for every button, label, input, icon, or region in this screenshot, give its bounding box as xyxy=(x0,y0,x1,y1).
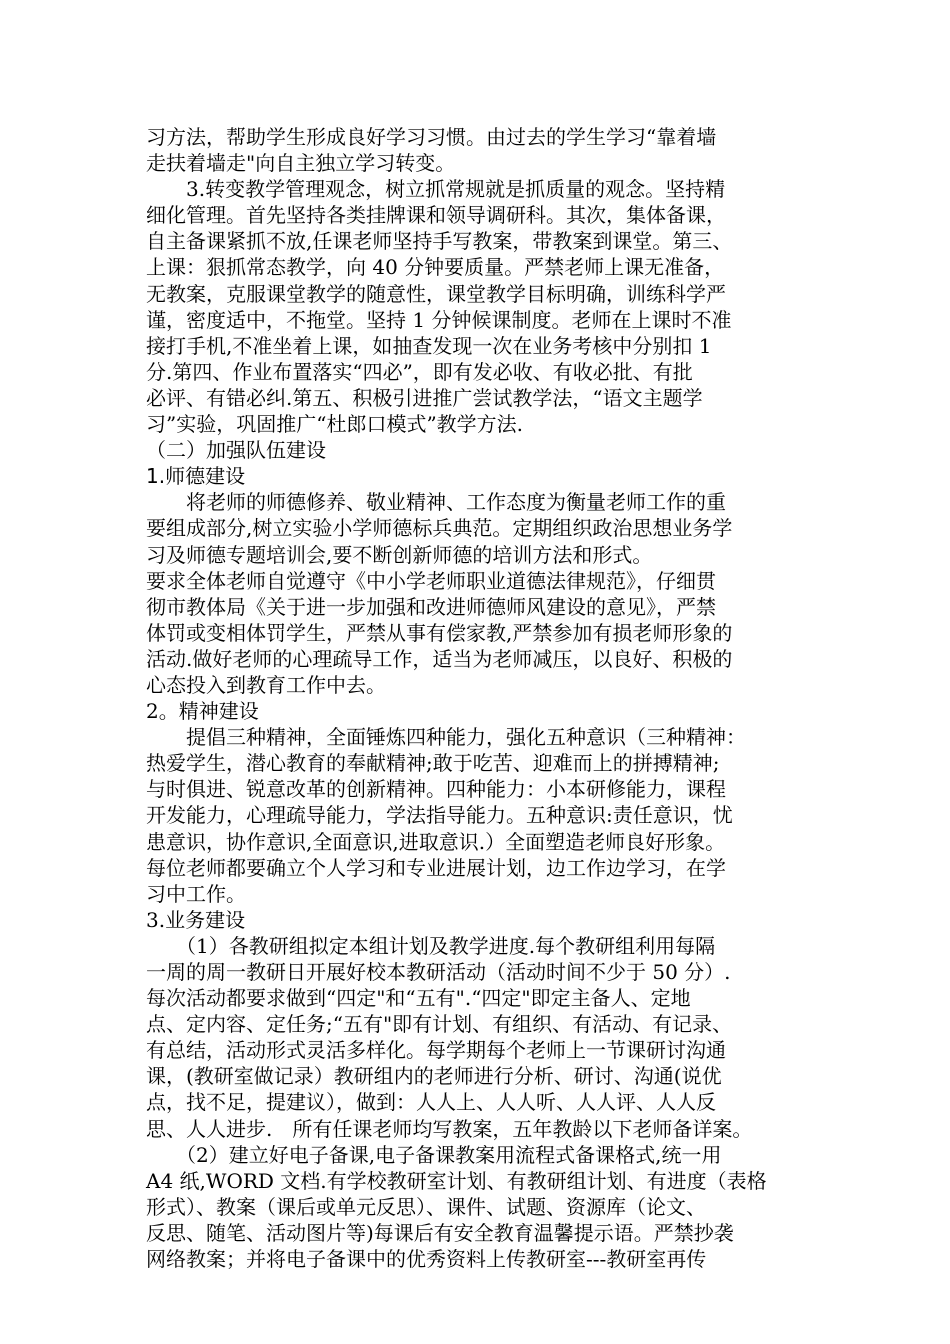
document-body xyxy=(146,124,816,1272)
text-line: 热爱学生，潜心教育的奉献精神;敢于吃苦、迎难而上的拼搏精神; xyxy=(146,751,720,776)
text-line: 患意识，协作意识,全面意识,进取意识.）全面塑造老师良好形象。 xyxy=(146,829,726,854)
text-line: 接打手机,不准坐着上课，如抽查发现一次在业务考核中分别扣 1 xyxy=(146,333,712,358)
text-line: 要组成部分,树立实验小学师德标兵典范。定期组织政治思想业务学 xyxy=(146,516,733,541)
text-line: 3.转变教学管理观念，树立抓常规就是抓质量的观念。坚持精 xyxy=(146,177,726,202)
section-heading: （二）加强队伍建设 xyxy=(146,438,326,463)
text-line: 体罚或变相体罚学生，严禁从事有偿家教,严禁参加有损老师形象的 xyxy=(146,620,733,645)
text-line: 习方法，帮助学生形成良好学习习惯。由过去的学生学习“靠着墙 xyxy=(146,125,717,149)
text-line: 点，找不足，提建议），做到：人人上、人人听、人人评、人人反 xyxy=(146,1090,716,1115)
text-line: 上课：狠抓常态教学，向 40 分钟要质量。严禁老师上课无准备， xyxy=(146,255,725,280)
text-line: 点、定内容、定任务;“五有"即有计划、有组织、有活动、有记录、 xyxy=(146,1012,733,1037)
text-line: 习”实验，巩固推广“杜郎口模式”教学方法. xyxy=(146,412,524,437)
text-line: 细化管理。首先坚持各类挂牌课和领导调研科。其次，集体备课， xyxy=(146,203,726,228)
text-line: 走扶着墙走"向自主独立学习转变。 xyxy=(146,151,456,176)
text-line: 每次活动都要求做到“四定"和“五有".“四定"即定主备人、定地 xyxy=(146,986,691,1011)
text-line: （2）建立好电子备课,电子备课教案用流程式备课格式,统一用 xyxy=(146,1142,722,1167)
text-line: 将老师的师德修养、敬业精神、工作态度为衡量老师工作的重 xyxy=(146,490,726,515)
text-line: 活动.做好老师的心理疏导工作，适当为老师减压，以良好、积极的 xyxy=(146,646,733,671)
text-line: 习及师德专题培训会,要不断创新师德的培训方法和形式。 xyxy=(146,542,653,567)
text-line: 必评、有错必纠.第五、积极引进推广尝试教学法，“语文主题学 xyxy=(146,385,703,410)
text-line: 彻市教体局《关于进一步加强和改进师德师风建设的意见》，严禁 xyxy=(146,594,716,619)
text-line: 与时俱进、锐意改革的创新精神。四种能力：小本研修能力，课程 xyxy=(146,777,726,802)
subsection-heading: 3.业务建设 xyxy=(146,907,246,932)
text-line: 网络教案；并将电子备课中的优秀资料上传教研室---教研室再传 xyxy=(146,1247,707,1272)
text-line: 反思、随笔、活动图片等)每课后有安全教育温馨提示语。严禁抄袭 xyxy=(146,1220,734,1245)
text-line: 心态投入到教育工作中去。 xyxy=(146,672,386,697)
text-line: 每位老师都要确立个人学习和专业进展计划，边工作边学习，在学 xyxy=(146,855,726,880)
text-line: 习中工作。 xyxy=(146,881,246,906)
text-line: 提倡三种精神，全面锤炼四种能力，强化五种意识（三种精神： xyxy=(146,725,746,750)
subsection-heading: 1.师德建设 xyxy=(146,464,246,489)
text-line: 无教案，克服课堂教学的随意性，课堂教学目标明确，训练科学严 xyxy=(146,281,726,306)
text-line: 形式）、教案（课后或单元反思）、课件、试题、资源库（论文、 xyxy=(146,1194,706,1219)
text-line: 谨，密度适中，不拖堂。坚持 1 分钟候课制度。老师在上课时不准 xyxy=(146,307,732,332)
text-line: 有总结，活动形式灵活多样化。每学期每个老师上一节课研讨沟通 xyxy=(146,1038,726,1063)
text-line: （1）各教研组拟定本组计划及教学进度.每个教研组利用每隔 xyxy=(146,933,716,958)
text-line: 要求全体老师自觉遵守《中小学老师职业道德法律规范》，仔细贯 xyxy=(146,568,716,593)
text-line: 自主备课紧抓不放,任课老师坚持手写教案，带教案到课堂。第三、 xyxy=(146,229,733,254)
text-line: 课，(教研室做记录）教研组内的老师进行分析、研讨、沟通(说优 xyxy=(146,1064,722,1089)
text-line: 一周的周一教研日开展好校本教研活动（活动时间不少于 50 分）. xyxy=(146,960,731,984)
text-line: 分.第四、作业布置落实“四必”，即有发必收、有收必批、有批 xyxy=(146,359,693,384)
text-line: A4 纸,WORD 文档.有学校教研室计划、有教研组计划、有进度（表格 xyxy=(146,1168,767,1193)
subsection-heading: 2。精神建设 xyxy=(146,699,259,724)
text-line: 开发能力，心理疏导能力，学法指导能力。五种意识:责任意识，忧 xyxy=(146,803,733,828)
text-line: 思、人人进步. 所有任课老师均写教案，五年教龄以下老师备详案。 xyxy=(146,1116,753,1141)
